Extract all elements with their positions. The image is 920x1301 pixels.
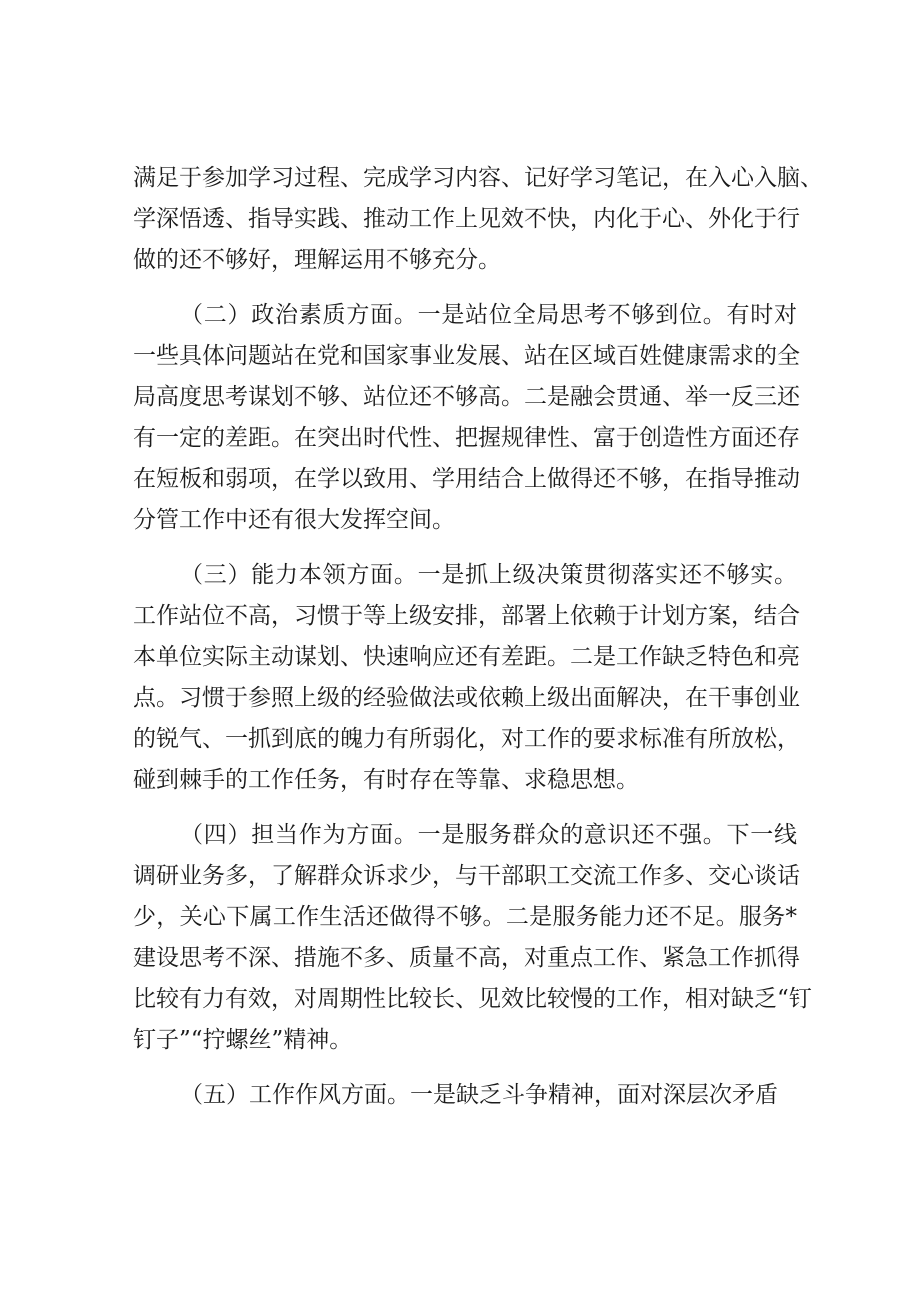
text-line: 本单位实际主动谋划、快速响应还有差距。二是工作缺乏特色和亮 [133,644,800,670]
text-line: 做的还不够好，理解运用不够充分。 [133,247,501,273]
text-line: （四）担当作为方面。一是服务群众的意识还不强。下一线 [180,822,797,848]
text-line: 钉子”“拧螺丝”精神。 [133,1027,353,1053]
text-line: 比较有力有效，对周期性比较长、见效比较慢的工作，相对缺乏“钉 [133,986,812,1012]
paragraph-ability [133,555,800,801]
document-body [133,158,823,1130]
text-line: 的锐气、一抓到底的魄力有所弱化，对工作的要求标准有所放松， [133,726,800,752]
text-line: 少，关心下属工作生活还做得不够。二是服务能力还不足。服务* [133,904,797,930]
text-line: 有一定的差距。在突出时代性、把握规律性、富于创造性方面还存 [133,425,800,451]
paragraph-study-continuation [133,158,823,281]
text-line: 工作站位不高，习惯于等上级安排，部署上依赖于计划方案，结合 [133,603,800,629]
text-line: 满足于参加学习过程、完成学习内容、记好学习笔记，在入心入脑、 [133,165,823,191]
text-line: 局高度思考谋划不够、站位还不够高。二是融会贯通、举一反三还 [133,384,800,410]
text-line: 学深悟透、指导实践、推动工作上见效不快，内化于心、外化于行 [133,206,800,232]
text-line: 点。习惯于参照上级的经验做法或依赖上级出面解决，在干事创业 [133,685,800,711]
text-line: 建设思考不深、措施不多、质量不高，对重点工作、紧急工作抓得 [133,945,800,971]
text-line: 分管工作中还有很大发挥空间。 [133,507,455,533]
paragraph-political-quality [133,295,800,541]
text-line: 一些具体问题站在党和国家事业发展、站在区域百姓健康需求的全 [133,343,800,369]
text-line: 碰到棘手的工作任务，有时存在等靠、求稳思想。 [133,767,639,793]
text-line: 调研业务多，了解群众诉求少，与干部职工交流工作多、交心谈话 [133,863,800,889]
text-line: （五）工作作风方面。一是缺乏斗争精神，面对深层次矛盾 [180,1082,778,1108]
text-line: 在短板和弱项，在学以致用、学用结合上做得还不够，在指导推动 [133,466,800,492]
paragraph-responsibility [133,815,812,1061]
paragraph-work-style [133,1075,797,1116]
text-line: （二）政治素质方面。一是站位全局思考不够到位。有时对 [180,302,797,328]
text-line: （三）能力本领方面。一是抓上级决策贯彻落实还不够实。 [180,562,797,588]
